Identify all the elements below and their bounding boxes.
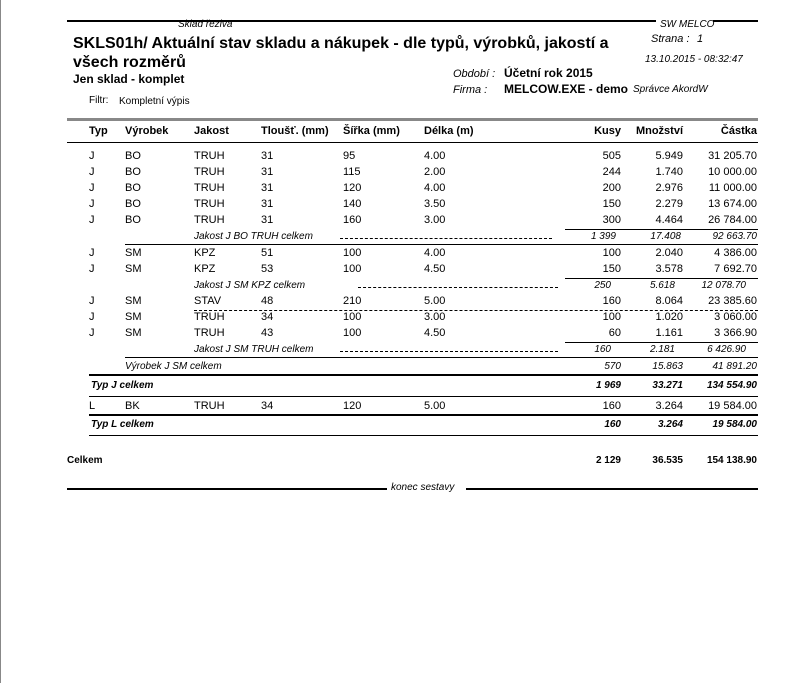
col-jakost: Jakost — [194, 125, 229, 137]
cell-delka: 3.00 — [424, 214, 446, 226]
subtotal-kusy: 1 399 — [590, 231, 616, 242]
col-sirka: Šířka (mm) — [343, 125, 400, 137]
cell-mnozstvi: 1.740 — [655, 166, 683, 178]
cell-mnozstvi: 2.976 — [655, 182, 683, 194]
type-total-label: Typ L celkem — [91, 419, 154, 430]
type-total-mnozstvi: 3.264 — [657, 419, 683, 430]
col-typ: Typ — [89, 125, 108, 137]
subtotal-rule — [565, 278, 758, 279]
table-row — [0, 198, 791, 214]
col-vyrobek: Výrobek — [125, 125, 169, 137]
cell-tloust: 53 — [261, 263, 274, 275]
cell-mnozstvi: 3.264 — [655, 400, 683, 412]
cell-sirka: 140 — [343, 198, 362, 210]
subtotal-castka: 6 426.90 — [707, 344, 746, 355]
grand-total-kusy: 2 129 — [595, 455, 621, 466]
cell-kusy: 150 — [602, 263, 621, 275]
cell-mnozstvi: 3.578 — [655, 263, 683, 275]
column-header-bottom-rule — [67, 142, 758, 143]
cell-delka: 5.00 — [424, 295, 446, 307]
footer-rule-right — [466, 488, 758, 490]
cell-castka: 11 000.00 — [708, 182, 757, 194]
cell-tloust: 48 — [261, 295, 274, 307]
report-title-line2: všech rozměrů — [73, 54, 186, 71]
cell-sirka: 100 — [343, 263, 362, 275]
type-total-row — [0, 419, 791, 434]
subtotal-castka: 12 078.70 — [701, 280, 746, 291]
cell-tloust: 31 — [261, 182, 274, 194]
cell-castka: 13 674.00 — [708, 198, 757, 210]
cell-sirka: 115 — [343, 166, 361, 178]
table-row — [0, 263, 791, 279]
cell-kusy: 150 — [602, 198, 621, 210]
subtotal-rule — [565, 229, 758, 230]
subtotal-label: Jakost J SM TRUH celkem — [194, 344, 314, 355]
cell-delka: 4.00 — [424, 247, 446, 259]
cell-tloust: 34 — [261, 311, 274, 323]
type-total-kusy: 1 969 — [595, 380, 621, 391]
subtotal-castka: 92 663.70 — [712, 231, 757, 242]
subtotal-mnozstvi: 2.181 — [649, 344, 675, 355]
cell-kusy: 244 — [602, 166, 621, 178]
report-caption: Sklad řeziva — [178, 19, 233, 30]
cell-delka: 4.00 — [424, 150, 446, 162]
grand-total-castka: 154 138.90 — [706, 455, 757, 466]
cell-jakost: KPZ — [194, 247, 216, 259]
cell-mnozstvi: 1.020 — [655, 311, 683, 323]
cell-delka: 2.00 — [424, 166, 446, 178]
cell-jakost: KPZ — [194, 263, 216, 275]
cell-delka: 3.50 — [424, 198, 446, 210]
cell-jakost: TRUH — [194, 182, 225, 194]
subtotal-label: Jakost J BO TRUH celkem — [194, 231, 313, 242]
col-castka: Částka — [720, 125, 757, 137]
cell-tloust: 43 — [261, 327, 274, 339]
cell-sirka: 210 — [343, 295, 362, 307]
table-row — [0, 295, 791, 311]
cell-sirka: 100 — [343, 247, 362, 259]
cell-vyrobek: BO — [125, 182, 141, 194]
cell-vyrobek: SM — [125, 311, 142, 323]
column-header-row — [0, 125, 791, 141]
cell-jakost: TRUH — [194, 311, 225, 323]
period-value: Účetní rok 2015 — [504, 66, 593, 80]
cell-delka: 3.00 — [424, 311, 446, 323]
dotted-leader — [340, 238, 552, 239]
cell-typ: J — [89, 166, 95, 178]
subtotal-label: Jakost J SM KPZ celkem — [194, 280, 306, 291]
dotted-leader — [358, 287, 558, 288]
cell-castka: 23 385.60 — [708, 295, 757, 307]
cell-vyrobek: SM — [125, 263, 142, 275]
cell-vyrobek: SM — [125, 295, 142, 307]
cell-vyrobek: BK — [125, 400, 140, 412]
cell-kusy: 100 — [602, 247, 621, 259]
cell-kusy: 60 — [608, 327, 621, 339]
cell-castka: 3 060.00 — [714, 311, 757, 323]
cell-castka: 3 366.90 — [714, 327, 757, 339]
cell-mnozstvi: 2.279 — [655, 198, 683, 210]
type-total-castka: 134 554.90 — [706, 380, 757, 391]
cell-sirka: 95 — [343, 150, 356, 162]
table-row — [0, 150, 791, 166]
cell-tloust: 31 — [261, 166, 274, 178]
cell-jakost: TRUH — [194, 400, 225, 412]
cell-castka: 4 386.00 — [714, 247, 757, 259]
cell-vyrobek: BO — [125, 214, 141, 226]
cell-typ: J — [89, 327, 95, 339]
cell-delka: 4.00 — [424, 182, 446, 194]
end-of-report-label: konec sestavy — [391, 482, 455, 493]
cell-typ: J — [89, 214, 95, 226]
group-rule — [125, 244, 758, 245]
grand-total-label: Celkem — [67, 455, 103, 466]
page-number: 1 — [697, 33, 704, 45]
cell-kusy: 160 — [602, 400, 621, 412]
software-caption: SW MELCO — [660, 19, 715, 30]
product-total-mnozstvi: 15.863 — [652, 361, 683, 372]
firm-value: MELCOW.EXE - demo — [504, 82, 629, 96]
product-total-kusy: 570 — [604, 361, 621, 372]
cell-mnozstvi: 2.040 — [655, 247, 683, 259]
filter-value: Kompletní výpis — [119, 96, 190, 107]
cell-jakost: STAV — [194, 295, 222, 307]
cell-jakost: TRUH — [194, 166, 225, 178]
cell-jakost: TRUH — [194, 327, 225, 339]
cell-mnozstvi: 1.161 — [655, 327, 683, 339]
user-name: Správce AkordW — [633, 84, 708, 95]
footer-rule-left — [67, 488, 387, 490]
product-total-castka: 41 891.20 — [712, 361, 757, 372]
subtotal-kusy: 160 — [594, 344, 611, 355]
column-header-top-rule — [67, 118, 758, 121]
cell-jakost: TRUH — [194, 214, 225, 226]
col-kusy: Kusy — [594, 125, 621, 137]
table-row — [0, 327, 791, 343]
cell-delka: 5.00 — [424, 400, 446, 412]
type-rule — [89, 435, 758, 436]
subtotal-mnozstvi: 17.408 — [650, 231, 681, 242]
cell-sirka: 100 — [343, 311, 362, 323]
cell-kusy: 160 — [602, 295, 621, 307]
cell-castka: 26 784.00 — [708, 214, 757, 226]
cell-castka: 7 692.70 — [714, 263, 757, 275]
cell-tloust: 31 — [261, 214, 274, 226]
cell-sirka: 160 — [343, 214, 362, 226]
col-tloust: Tloušť. (mm) — [261, 125, 329, 137]
type-total-row — [0, 380, 791, 395]
type-total-mnozstvi: 33.271 — [652, 380, 683, 391]
cell-kusy: 100 — [602, 311, 621, 323]
dotted-leader — [340, 351, 558, 352]
cell-tloust: 34 — [261, 400, 274, 412]
cell-delka: 4.50 — [424, 327, 446, 339]
cell-vyrobek: SM — [125, 327, 142, 339]
print-datetime: 13.10.2015 - 08:32:47 — [645, 54, 743, 65]
table-row — [0, 214, 791, 230]
table-row — [0, 166, 791, 182]
cell-castka: 10 000.00 — [708, 166, 757, 178]
cell-typ: J — [89, 247, 95, 259]
table-row — [0, 247, 791, 263]
header-rule-right — [713, 20, 758, 22]
subtotal-kusy: 250 — [594, 280, 611, 291]
table-row — [0, 311, 791, 327]
report-subtitle: Jen sklad - komplet — [73, 72, 185, 86]
col-delka: Délka (m) — [424, 125, 474, 137]
type-rule — [89, 374, 758, 376]
cell-sirka: 120 — [343, 400, 362, 412]
cell-tloust: 51 — [261, 247, 274, 259]
group-rule — [125, 357, 758, 358]
grand-total-mnozstvi: 36.535 — [652, 455, 683, 466]
cell-tloust: 31 — [261, 150, 274, 162]
type-total-kusy: 160 — [604, 419, 621, 430]
col-mnozstvi: Množství — [635, 125, 683, 137]
cell-typ: L — [89, 400, 96, 412]
type-total-castka: 19 584.00 — [712, 419, 757, 430]
cell-delka: 4.50 — [424, 263, 446, 275]
period-label: Období : — [453, 68, 496, 80]
cell-typ: J — [89, 182, 95, 194]
type-total-label: Typ J celkem — [91, 380, 154, 391]
cell-tloust: 31 — [261, 198, 274, 210]
type-rule — [89, 396, 758, 397]
cell-kusy: 200 — [602, 182, 621, 194]
cell-castka: 31 205.70 — [708, 150, 757, 162]
firm-label: Firma : — [453, 84, 488, 96]
cell-castka: 19 584.00 — [708, 400, 757, 412]
type-rule — [89, 414, 758, 416]
cell-typ: J — [89, 198, 95, 210]
cell-kusy: 300 — [602, 214, 621, 226]
cell-vyrobek: SM — [125, 247, 142, 259]
cell-vyrobek: BO — [125, 150, 141, 162]
subtotal-rule — [565, 342, 758, 343]
cell-vyrobek: BO — [125, 198, 141, 210]
page-label: Strana : — [651, 33, 690, 45]
cell-typ: J — [89, 295, 95, 307]
cell-typ: J — [89, 150, 95, 162]
cell-typ: J — [89, 311, 95, 323]
report-title-line1: SKLS01h/ Aktuální stav skladu a nákupek - dle typů, výrobků, jakostí a — [73, 35, 609, 52]
cell-sirka: 120 — [343, 182, 362, 194]
cell-mnozstvi: 5.949 — [655, 150, 683, 162]
cell-mnozstvi: 4.464 — [655, 214, 683, 226]
cell-vyrobek: BO — [125, 166, 141, 178]
cell-typ: J — [89, 263, 95, 275]
subtotal-mnozstvi: 5.618 — [649, 280, 675, 291]
header-rule-mid — [326, 20, 656, 22]
cell-sirka: 100 — [343, 327, 362, 339]
cell-mnozstvi: 8.064 — [655, 295, 683, 307]
filter-label: Filtr: — [89, 95, 109, 106]
cell-kusy: 505 — [602, 150, 621, 162]
table-row — [0, 182, 791, 198]
cell-jakost: TRUH — [194, 198, 225, 210]
cell-jakost: TRUH — [194, 150, 225, 162]
product-total-label: Výrobek J SM celkem — [125, 361, 222, 372]
